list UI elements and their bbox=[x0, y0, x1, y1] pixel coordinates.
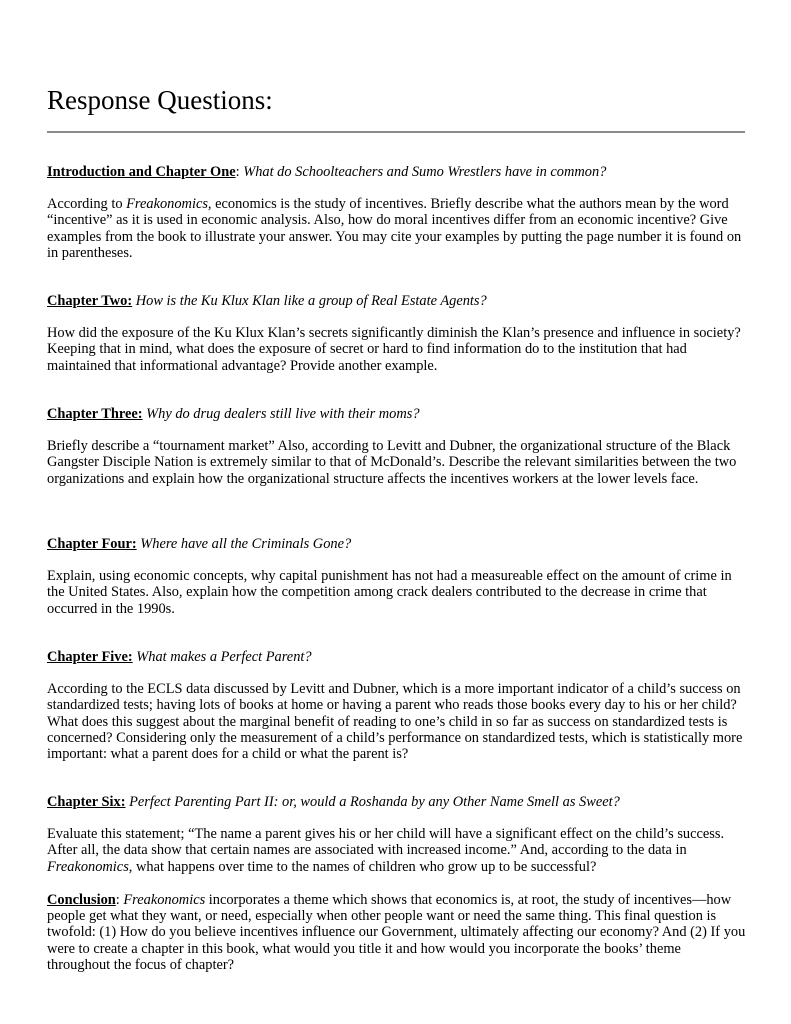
page-title: Response Questions: bbox=[47, 85, 273, 115]
section-body: Explain, using economic concepts, why capital punishment has not had a measureable effect on the amount of crime in the United States. Also, explain how the competition among crack dealers contributed to the decrease in crime that occurred in the 1990s. bbox=[47, 568, 732, 617]
section-question: Perfect Parenting Part II: or, would a Roshanda by any Other Name Smell as Sweet? bbox=[129, 794, 620, 810]
section-question: Why do drug dealers still live with their moms? bbox=[146, 406, 420, 422]
section-body: Briefly describe a “tournament market” Also, according to Levitt and Dubner, the organizational structure of the Black Gangster Disciple Nation is extremely similar to that of McDonald’s. Describe the relevant similarities between the two organizations and explain how the organizational structure affects the incentives workers at the lower levels face. bbox=[47, 438, 737, 487]
section-chapter-two bbox=[47, 293, 747, 374]
body-text-part: incorporates a theme which shows that economics is, at root, the study of incentives—how people get what they want, or need, especially when other people want or need the same thing. This final question is twofold: (1) How do you believe incentives influence our Government, ultimately affecting our economy? And (2) If you were to create a chapter in this book, what would you title it and how would you incorporate the books’ theme throughout the focus of chapter? bbox=[47, 892, 746, 973]
section-heading bbox=[47, 649, 747, 665]
section-chapter-five bbox=[47, 649, 747, 762]
section-conclusion bbox=[47, 892, 747, 973]
section-body bbox=[47, 892, 747, 973]
book-title-emphasis: Freakonomics, bbox=[126, 196, 212, 213]
body-text-part: According to bbox=[47, 196, 127, 213]
section-body bbox=[47, 196, 747, 261]
section-heading bbox=[47, 794, 747, 810]
body-text-part: , what happens over time to the names of children who grow up to be successful? bbox=[128, 858, 597, 875]
section-question: What makes a Perfect Parent? bbox=[136, 649, 312, 665]
heading-separator: : bbox=[235, 164, 244, 180]
section-label: Chapter Six: bbox=[47, 794, 126, 810]
section-label: Chapter Five: bbox=[47, 649, 133, 665]
heading-separator: : bbox=[115, 892, 124, 908]
section-heading bbox=[47, 406, 747, 422]
body-text-part: Evaluate this statement; “The name a parent gives his or her child will have a significant effect on the child’s success. After all, the data show that certain names are associated with increased income.” And, according to the data in bbox=[47, 826, 725, 859]
body-text-part: economics is the study of incentives. Briefly describe what the authors mean by the word “incentive” as it is used in economic analysis. Also, how do moral incentives differ from an economic incentive? Give examples from the book to illustrate your answer. You may cite your examples by putting the page number it is found on in parentheses. bbox=[47, 196, 742, 261]
section-body: According to the ECLS data discussed by Levitt and Dubner, which is a more important indicator of a child’s success on standardized tests; having lots of books at home or having a parent who reads those books every day to his or her child? What does this suggest about the marginal benefit of reading to one’s child in so far as success on standardized tests is concerned? Considering only the measurement of a child’s performance on standardized tests, which is statistically more important: what a parent does for a child or what the parent is? bbox=[47, 681, 743, 763]
section-body: How did the exposure of the Ku Klux Klan’s secrets significantly diminish the Klan’s presence and influence in society? Keeping that in mind, what does the exposure of secret or hard to find information do to the institution that had maintained that informational advantage? Provide another example. bbox=[47, 325, 741, 374]
title-divider bbox=[47, 131, 745, 133]
section-introduction-chapter-one bbox=[47, 164, 747, 261]
section-label: Chapter Two: bbox=[47, 293, 133, 309]
section-label: Conclusion bbox=[47, 892, 116, 908]
section-label: Chapter Four: bbox=[47, 536, 137, 552]
book-title-emphasis: Freakonomics bbox=[47, 858, 129, 875]
book-title-emphasis: Freakonomics bbox=[123, 892, 206, 908]
section-question: Where have all the Criminals Gone? bbox=[140, 536, 352, 552]
section-chapter-four bbox=[47, 536, 747, 617]
section-heading bbox=[47, 293, 747, 309]
section-heading bbox=[47, 164, 747, 180]
section-body bbox=[47, 826, 747, 875]
section-label: Introduction and Chapter One bbox=[47, 164, 236, 180]
section-chapter-six bbox=[47, 794, 747, 875]
section-label: Chapter Three: bbox=[47, 406, 143, 422]
section-question: What do Schoolteachers and Sumo Wrestlers have in common? bbox=[243, 164, 607, 180]
section-question: How is the Ku Klux Klan like a group of Real Estate Agents? bbox=[135, 293, 487, 309]
section-chapter-three bbox=[47, 406, 747, 487]
section-heading bbox=[47, 536, 747, 552]
